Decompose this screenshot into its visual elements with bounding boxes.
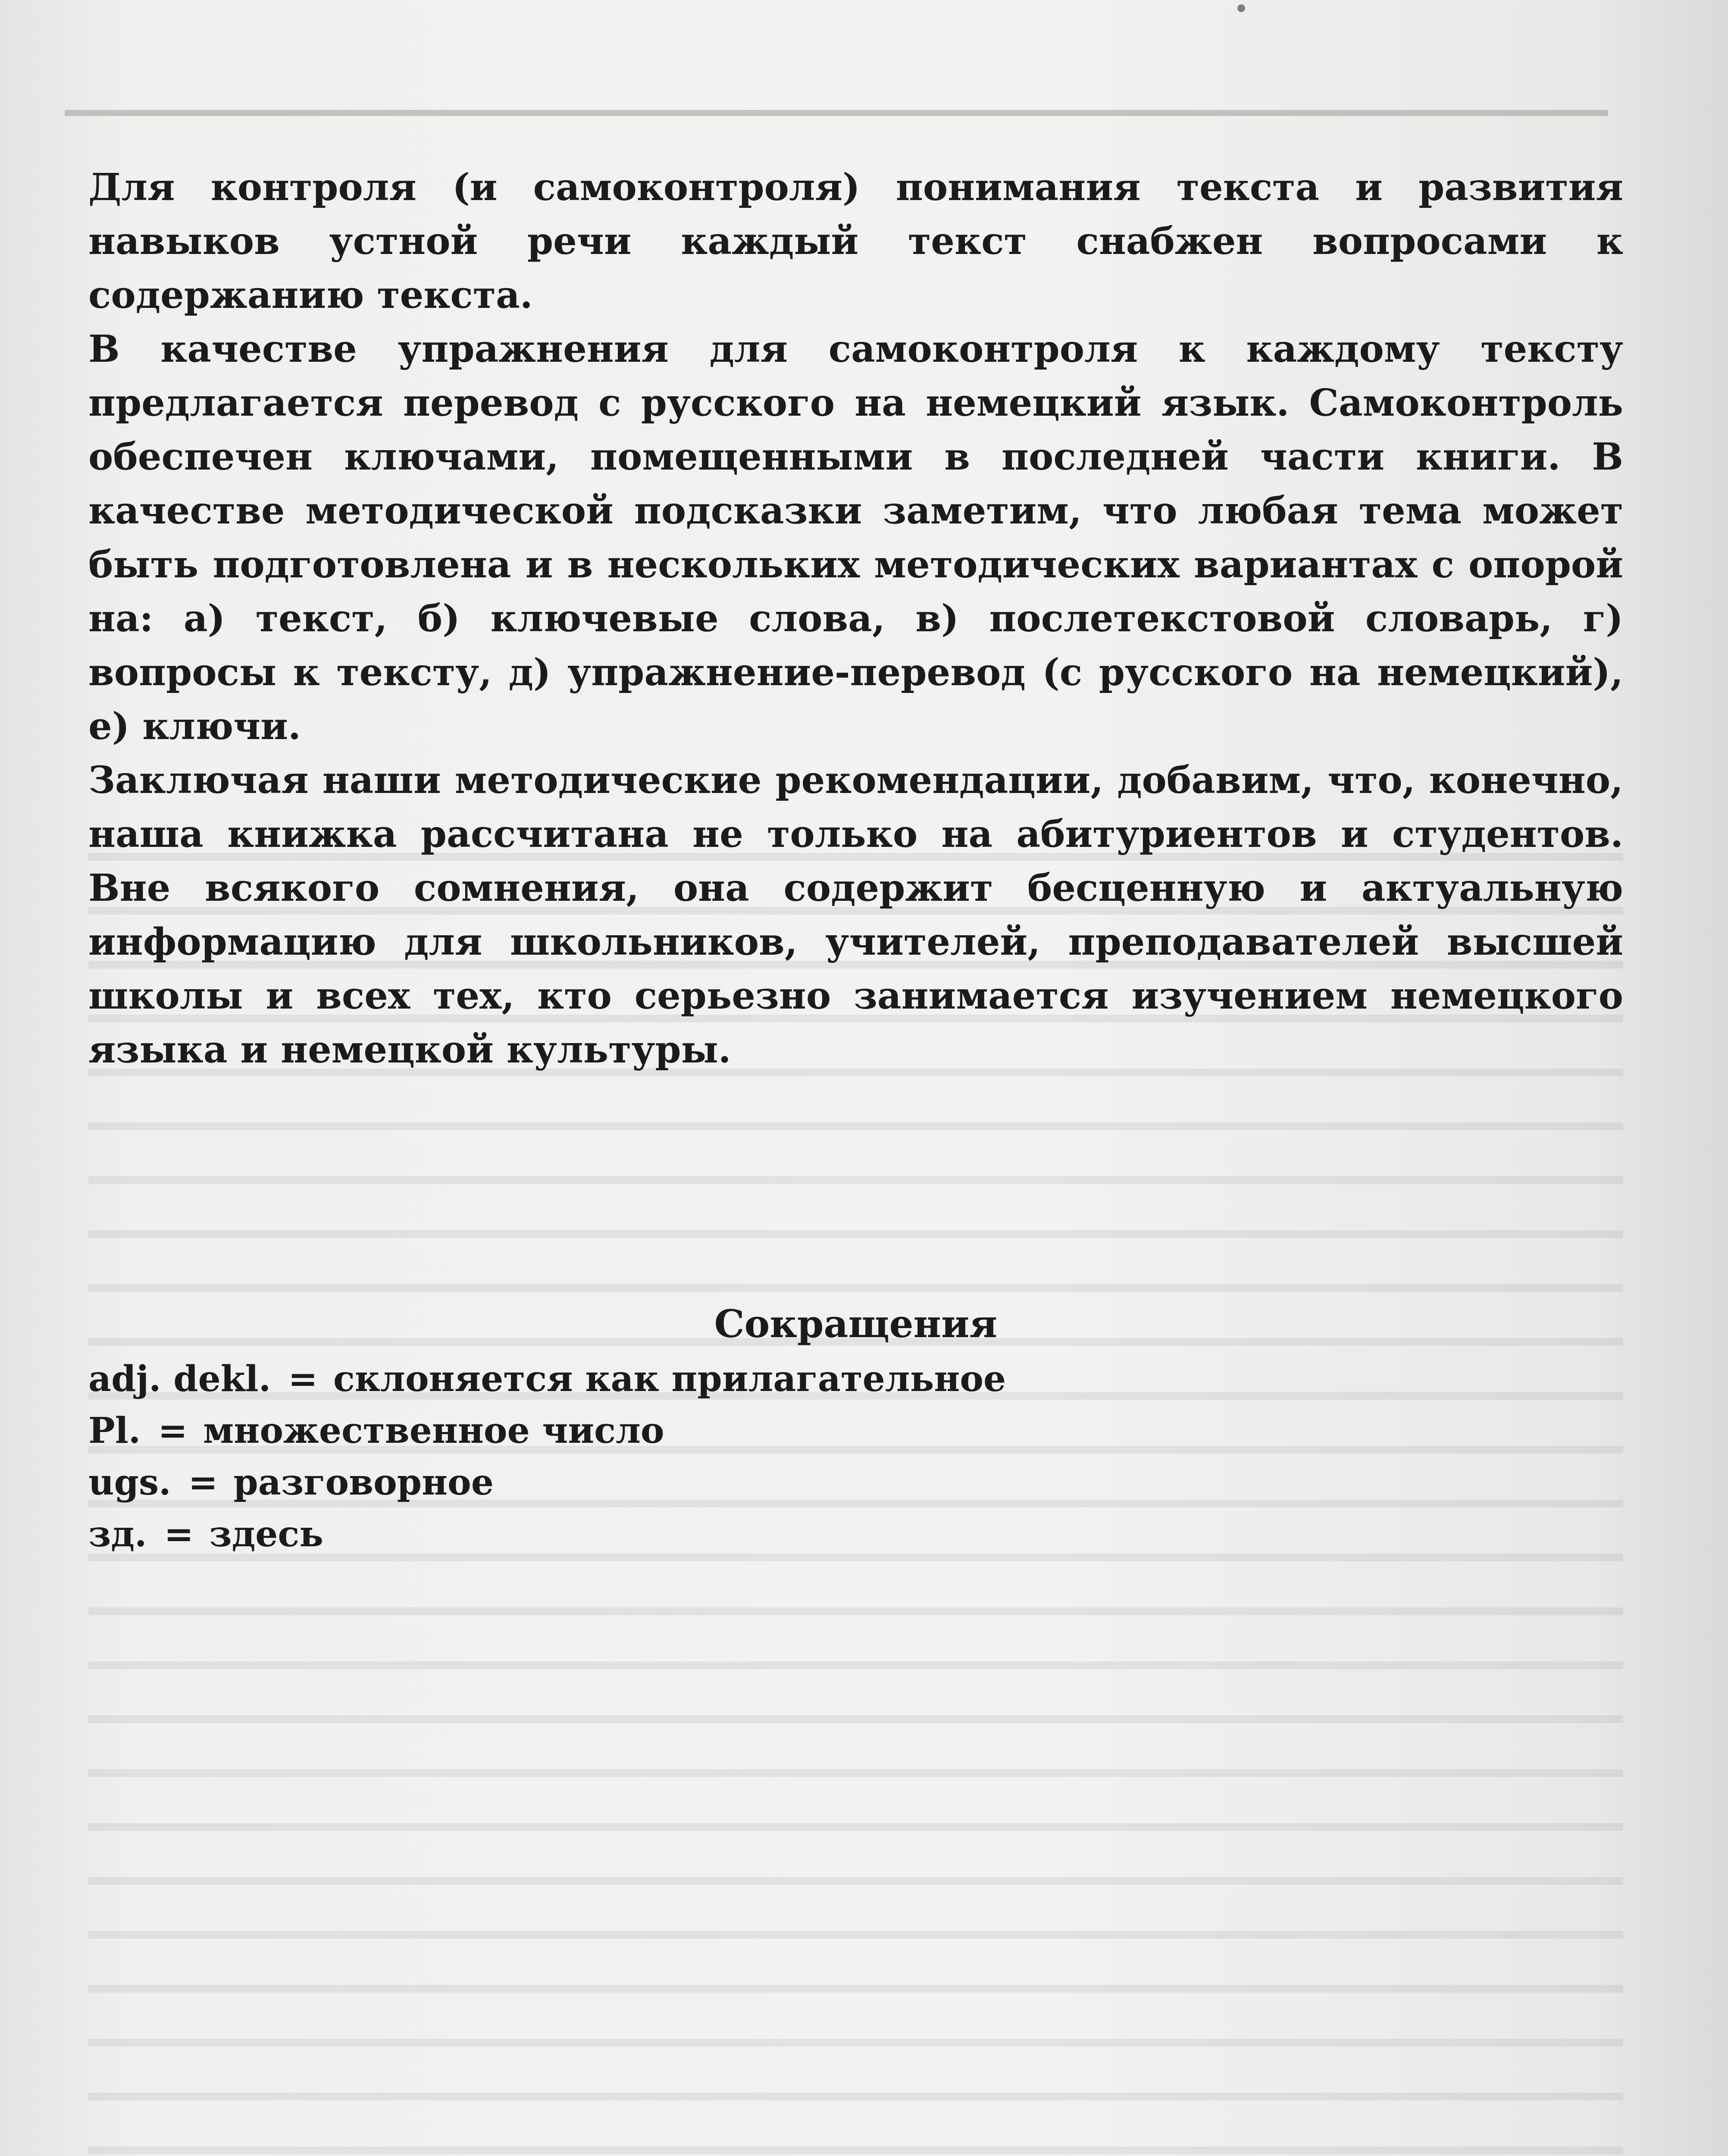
abbreviations-section [88,1298,1623,1560]
equals-sign: = [288,1358,318,1400]
scan-speck [1237,4,1245,12]
abbreviation-meaning: разговорное [233,1462,494,1503]
abbreviation-row [88,1457,1623,1508]
equals-sign: = [158,1410,188,1451]
equals-sign: = [188,1462,218,1503]
abbreviation-term: зд. [88,1514,147,1555]
abbreviation-meaning: множественное число [203,1410,664,1451]
intro-paragraph: Для контроля (и самоконтроля) понимания текста и развития навыков устной речи каждый текст снабжен вопросами к содержанию текста. [88,166,1623,317]
abbreviation-meaning: здесь [209,1514,324,1555]
top-rule [65,110,1608,116]
abbreviation-meaning: склоняется как прилагательное [333,1358,1006,1400]
abbreviation-term: adj. dekl. [88,1358,271,1400]
abbreviations-list [88,1353,1623,1560]
abbreviation-row [88,1353,1623,1405]
intro-paragraph: Заключая наши методические рекомендации, добавим, что, конечно, наша книжка рассчитана не только на абитуриентов и студентов. Вне всякого сомнения, она содержит бесценную и актуальную информацию для школьников, учителей, преподавателей высшей школы и всех тех, кто серьезно занимается изучением немецкого языка и немецкой культуры. [88,758,1623,1072]
intro-text [88,160,1623,1077]
abbreviation-row [88,1508,1623,1560]
intro-paragraph: В качестве упражнения для самоконтроля к каждому тексту предлагается перевод с русского на немецкий язык. Самоконтроль обеспечен ключами, помещенными в последней части книги. В качестве методической подсказки заметим, что любая тема может быть подготовлена и в нескольких методических вариантах с опорой на: а) текст, б) ключевые слова, в) послетекстовой словарь, г) вопросы к тексту, д) упражнение-перевод (с русского на немецкий), е) ключи. [88,327,1623,748]
abbreviation-term: ugs. [88,1462,171,1503]
abbreviation-row [88,1405,1623,1457]
equals-sign: = [164,1514,194,1555]
abbreviations-heading: Сокращения [714,1301,998,1346]
abbreviation-term: Pl. [88,1410,141,1451]
